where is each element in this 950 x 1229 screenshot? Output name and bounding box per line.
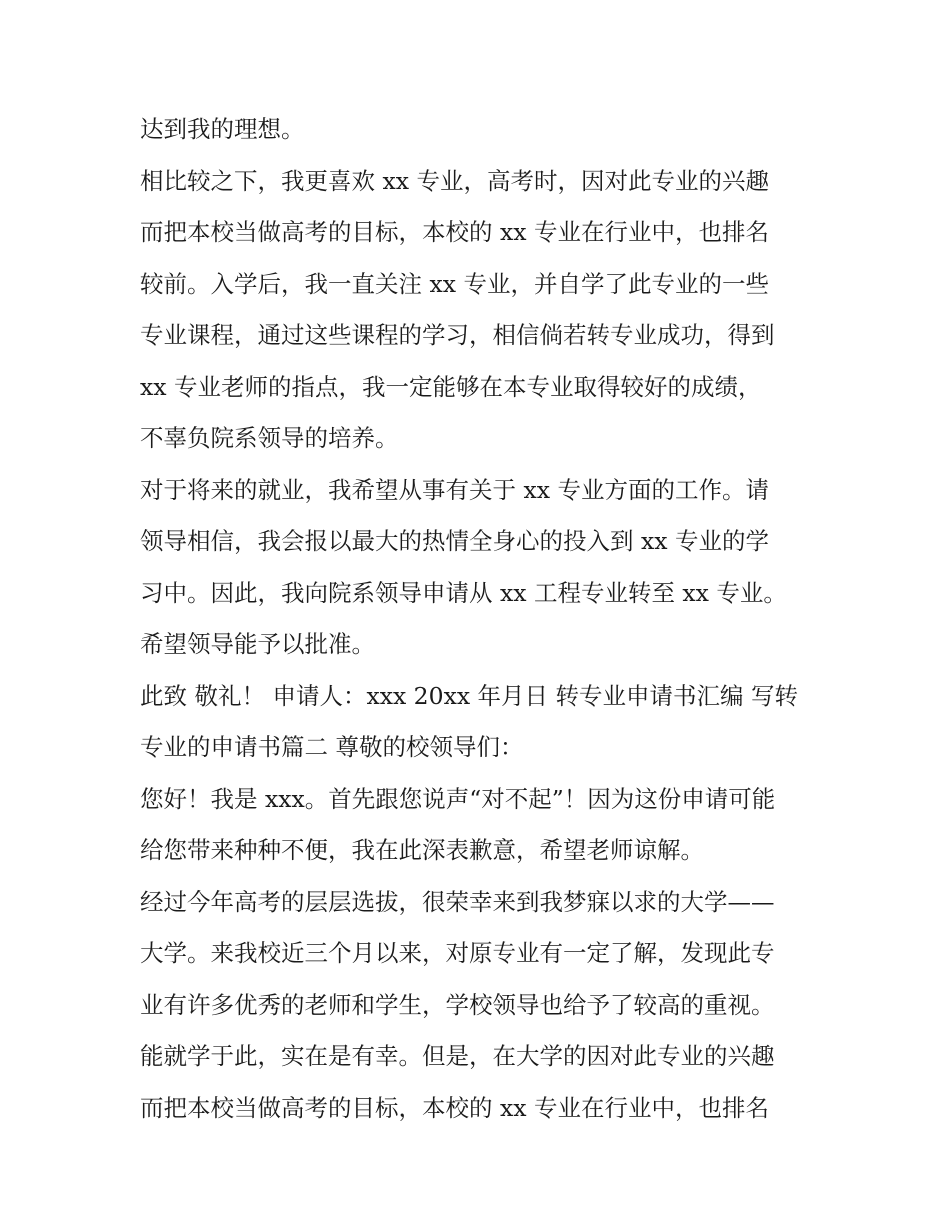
text-line: 希望领导能予以批准。	[140, 630, 375, 658]
text-line: 习中。因此，我向院系领导申请从 xx 工程专业转至 xx 专业。	[140, 578, 787, 607]
text-line: 能就学于此，实在是有幸。但是，在大学的因对此专业的兴趣	[140, 1042, 775, 1070]
text-line: 专业的申请书篇二 尊敬的校领导们：	[140, 733, 524, 761]
text-line: 专业课程，通过这些课程的学习，相信倘若转专业成功，得到	[140, 321, 775, 349]
text-line: 达到我的理想。	[140, 115, 305, 143]
text-line: 不辜负院系领导的培养。	[140, 424, 399, 452]
text-line: 而把本校当做高考的目标，本校的 xx 专业在行业中，也排名	[140, 218, 769, 246]
text-line: 较前。入学后，我一直关注 xx 专业，并自学了此专业的一些	[140, 269, 769, 298]
text-line: 业有许多优秀的老师和学生，学校领导也给予了较高的重视。	[140, 990, 775, 1019]
text-line: 大学。来我校近三个月以来，对原专业有一定了解，发现此专	[140, 939, 775, 967]
text-line: 领导相信，我会报以最大的热情全身心的投入到 xx 专业的学	[140, 527, 769, 555]
document-body	[140, 104, 830, 1134]
text-line: xx 专业老师的指点，我一定能够在本专业取得较好的成绩，	[140, 372, 762, 401]
text-line: 对于将来的就业，我希望从事有关于 xx 专业方面的工作。请	[140, 475, 769, 504]
text-line: 此致 敬礼！ 申请人：xxx 20xx 年月日 转专业申请书汇编 写转	[140, 681, 798, 710]
text-line: 您好！我是 xxx。首先跟您说声“对不起”！因为这份申请可能	[140, 784, 776, 813]
text-line: 经过今年高考的层层选拔，很荣幸来到我梦寐以求的大学——	[140, 887, 775, 916]
text-line: 而把本校当做高考的目标，本校的 xx 专业在行业中，也排名	[140, 1093, 769, 1122]
text-line: 给您带来种种不便，我在此深表歉意，希望老师谅解。	[140, 836, 704, 864]
text-line: 相比较之下，我更喜欢 xx 专业，高考时，因对此专业的兴趣	[140, 166, 769, 195]
